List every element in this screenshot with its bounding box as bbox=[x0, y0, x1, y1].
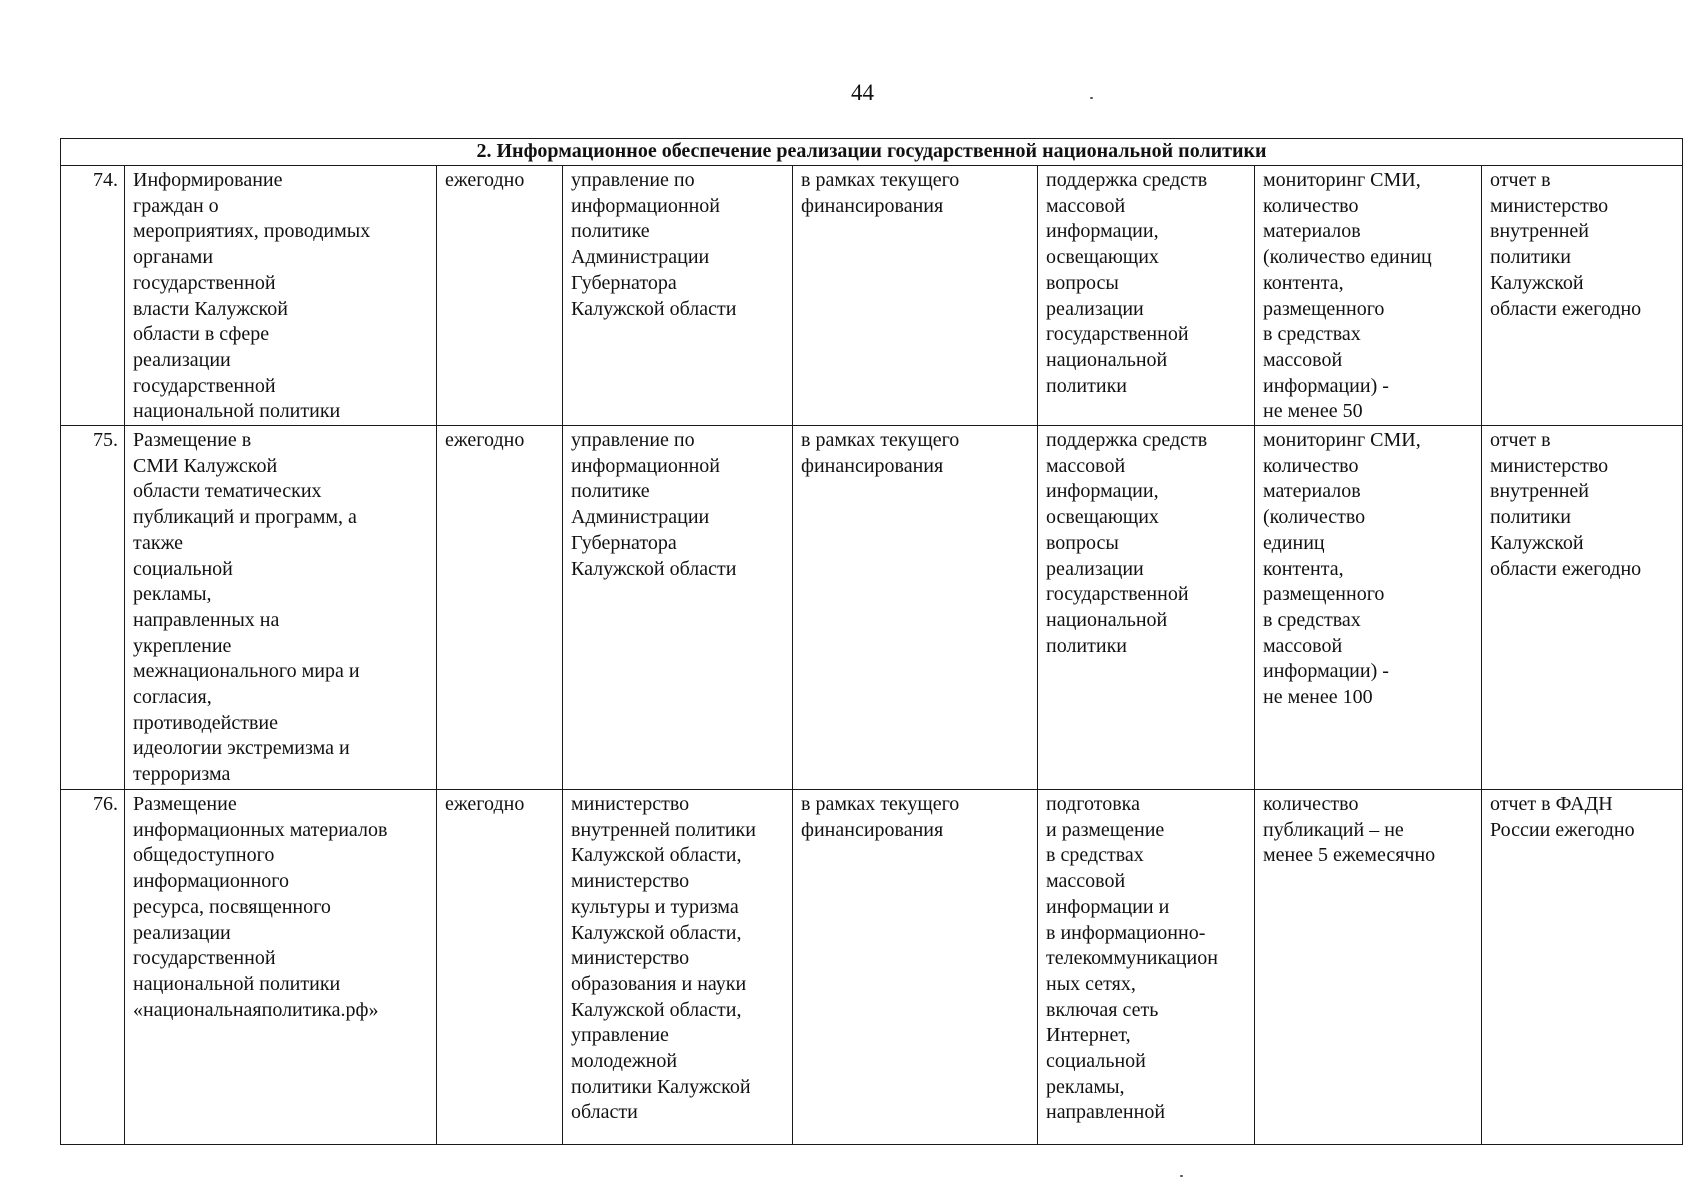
scan-speck bbox=[1180, 1175, 1183, 1177]
executor-cell bbox=[563, 166, 793, 426]
event-text: Размещение информационных материалов общедоступного информационного ресурса, посвященного реализации государственной национальной политики «национальнаяполитика.рф» bbox=[133, 793, 388, 1021]
section-header-row bbox=[61, 139, 1683, 166]
report-text: отчет в министерство внутренней политики Калужской области ежегодно bbox=[1490, 429, 1642, 580]
indicator-text: мониторинг СМИ, количество материалов (количество единиц контента, размещенного в средствах массовой информации) - не менее 50 bbox=[1263, 169, 1432, 423]
measures-table bbox=[60, 138, 1683, 1145]
funding-text: в рамках текущего финансирования bbox=[801, 429, 960, 477]
table-row bbox=[61, 426, 1683, 790]
funding-cell bbox=[793, 426, 1038, 790]
result-cell bbox=[1038, 790, 1255, 1145]
section-title: 2. Информационное обеспечение реализации государственной национальной политики bbox=[61, 139, 1683, 166]
event-text: Размещение в СМИ Калужской области тематических публикаций и программ, а также социальной рекламы, направленных на укрепление межнационального мира и согласия, противодействие идеологии экстремизма и терроризма bbox=[133, 429, 360, 786]
indicator-text: мониторинг СМИ, количество материалов (количество единиц контента, размещенного в средствах массовой информации) - не менее 100 bbox=[1263, 429, 1421, 709]
event-cell bbox=[125, 426, 437, 790]
result-cell bbox=[1038, 166, 1255, 426]
funding-text: в рамках текущего финансирования bbox=[801, 793, 960, 841]
indicator-cell bbox=[1255, 790, 1482, 1145]
funding-text: в рамках текущего финансирования bbox=[801, 169, 960, 217]
period-cell bbox=[437, 426, 563, 790]
event-text: Информирование граждан о мероприятиях, проводимых органами государственной власти Калужской области в сфере реализации государственной национальной политики bbox=[133, 169, 371, 423]
period-cell bbox=[437, 166, 563, 426]
indicator-cell bbox=[1255, 166, 1482, 426]
scan-speck bbox=[1090, 97, 1093, 99]
executor-text: управление по информационной политике Администрации Губернатора Калужской области bbox=[571, 169, 737, 320]
indicator-cell bbox=[1255, 426, 1482, 790]
report-cell bbox=[1482, 426, 1683, 790]
report-cell bbox=[1482, 790, 1683, 1145]
report-cell bbox=[1482, 166, 1683, 426]
executor-text: управление по информационной политике Администрации Губернатора Калужской области bbox=[571, 429, 737, 580]
event-cell bbox=[125, 790, 437, 1145]
table-row bbox=[61, 790, 1683, 1145]
result-text: поддержка средств массовой информации, освещающих вопросы реализации государственной национальной политики bbox=[1046, 169, 1208, 397]
table-row bbox=[61, 166, 1683, 426]
period-cell bbox=[437, 790, 563, 1145]
event-cell bbox=[125, 166, 437, 426]
row-number: 76. bbox=[61, 790, 125, 1145]
period-text: ежегодно bbox=[445, 429, 525, 452]
executor-cell bbox=[563, 426, 793, 790]
period-text: ежегодно bbox=[445, 169, 525, 191]
row-number: 74. bbox=[61, 166, 125, 426]
result-cell bbox=[1038, 426, 1255, 790]
report-text: отчет в министерство внутренней политики Калужской области ежегодно bbox=[1490, 169, 1642, 320]
funding-cell bbox=[793, 166, 1038, 426]
row-number: 75. bbox=[61, 426, 125, 790]
funding-cell bbox=[793, 790, 1038, 1145]
result-text: подготовка и размещение в средствах массовой информации и в информационно- телекоммуникацион ных сетях, включая сеть Интернет, социальной рекламы, направленной bbox=[1046, 793, 1218, 1124]
page-number: 44 bbox=[851, 80, 874, 105]
indicator-text: количество публикаций – не менее 5 ежемесячно bbox=[1263, 793, 1436, 867]
executor-cell bbox=[563, 790, 793, 1145]
report-text: отчет в ФАДН России ежегодно bbox=[1490, 793, 1635, 841]
result-text: поддержка средств массовой информации, освещающих вопросы реализации государственной национальной политики bbox=[1046, 429, 1208, 657]
period-text: ежегодно bbox=[445, 793, 525, 816]
executor-text: министерство внутренней политики Калужской области, министерство культуры и туризма Калужской области, министерство образования и науки Калужской области, управление молодежной политики Калужской области bbox=[571, 793, 756, 1124]
